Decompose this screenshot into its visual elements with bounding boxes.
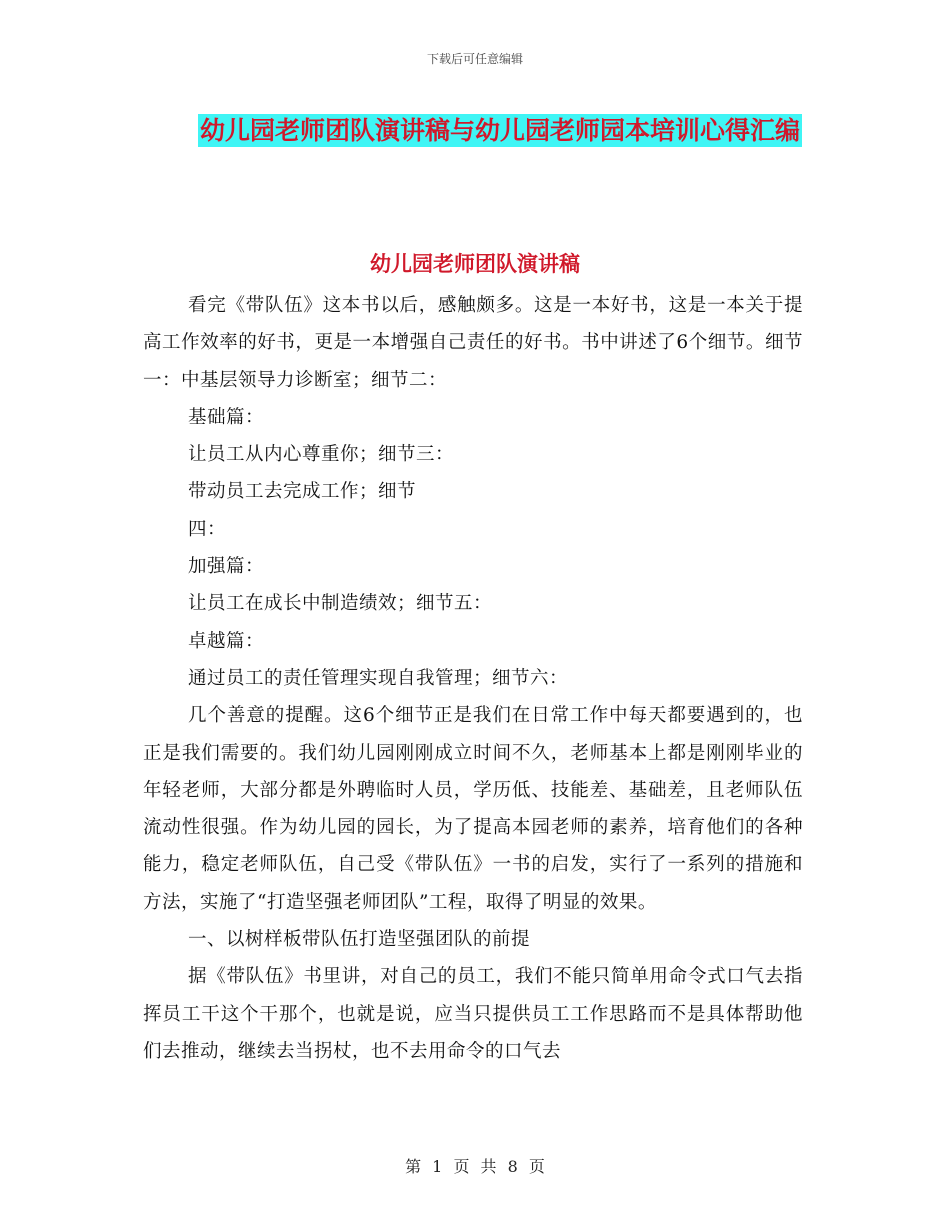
paragraph: 几个善意的提醒。这6个细节正是我们在日常工作中每天都要遇到的，也正是我们需要的。我们幼儿园刚刚成立时间不久，老师基本上都是刚刚毕业的年轻老师，大部分都是外聘临时人员，学历低、技能差、基础差，且老师队伍流动性很强。作为幼儿园的园长，为了提高本园老师的素养，培育他们的各种能力，稳定老师队伍，自己受《带队伍》一书的启发，实行了一系列的措施和方法，实施了“打造坚强老师团队”工程，取得了明显的效果。 bbox=[143, 705, 803, 913]
paragraph: 加强篇： bbox=[188, 556, 265, 578]
document-title-text: 幼儿园老师团队演讲稿与幼儿园老师园本培训心得汇编 bbox=[199, 116, 800, 145]
section-title: 幼儿园老师团队演讲稿 bbox=[370, 252, 580, 276]
page-header-note: 下载后可任意编辑 bbox=[426, 52, 523, 66]
paragraph: 卓越篇： bbox=[188, 630, 265, 652]
paragraph: 通过员工的责任管理实现自我管理；细节六： bbox=[188, 667, 569, 689]
document-title bbox=[190, 108, 810, 154]
paragraph: 让员工从内心尊重你；细节三： bbox=[188, 444, 455, 466]
page-number: 第 1 页 共 8 页 bbox=[405, 1157, 545, 1176]
paragraph: 看完《带队伍》这本书以后，感触颇多。这是一本好书，这是一本关于提高工作效率的好书，更是一本增强自己责任的好书。书中讲述了6个细节。细节一：中基层领导力诊断室；细节二： bbox=[143, 295, 803, 391]
paragraph: 让员工在成长中制造绩效；细节五： bbox=[188, 593, 493, 615]
document-body bbox=[143, 287, 803, 1070]
paragraph: 基础篇： bbox=[188, 406, 265, 428]
paragraph: 一、以树样板带队伍打造坚强团队的前提 bbox=[188, 929, 531, 951]
paragraph: 据《带队伍》书里讲，对自己的员工，我们不能只简单用命令式口气去指挥员工干这个干那个，也就是说，应当只提供员工工作思路而不是具体帮助他们去推动，继续去当拐杖，也不去用命令的口气去 bbox=[143, 966, 803, 1062]
paragraph: 带动员工去完成工作；细节 bbox=[188, 481, 417, 503]
paragraph: 四： bbox=[188, 518, 227, 540]
